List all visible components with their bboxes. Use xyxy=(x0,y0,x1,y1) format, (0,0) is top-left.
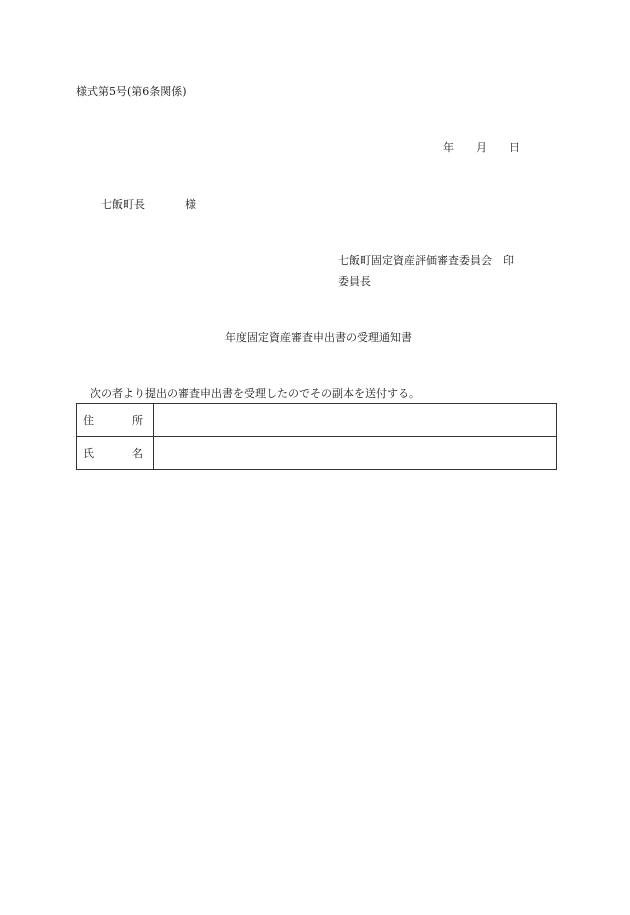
sender-title: 委員長 xyxy=(338,275,371,288)
address-label xyxy=(77,404,154,437)
name-value-cell[interactable] xyxy=(154,437,557,470)
document-title: 年度固定資産審査申出書の受理通知書 xyxy=(225,331,412,344)
table-row-name xyxy=(77,437,557,470)
addressee-name: 七飯町長 xyxy=(101,198,145,211)
seal-label: 印 xyxy=(503,254,514,267)
address-label-char-2: 所 xyxy=(132,414,143,427)
date-line xyxy=(443,141,520,155)
name-label-char-1: 氏 xyxy=(83,447,94,460)
addressee xyxy=(101,198,196,212)
name-label-char-2: 名 xyxy=(132,447,143,460)
intro-text: 次の者より提出の審査申出書を受理したのでその副本を送付する。 xyxy=(90,387,420,400)
info-table xyxy=(76,403,557,470)
address-value-cell[interactable] xyxy=(154,404,557,437)
date-month-label: 月 xyxy=(476,141,487,154)
name-label xyxy=(77,437,154,470)
date-year-label: 年 xyxy=(443,141,454,154)
form-number: 様式第5号(第6条関係) xyxy=(76,85,187,98)
addressee-honorific: 様 xyxy=(185,198,196,211)
address-label-char-1: 住 xyxy=(83,414,94,427)
sender-organization: 七飯町固定資産評価審査委員会 xyxy=(338,254,492,267)
table-row-address xyxy=(77,404,557,437)
sender xyxy=(338,254,514,268)
date-day-label: 日 xyxy=(509,141,520,154)
